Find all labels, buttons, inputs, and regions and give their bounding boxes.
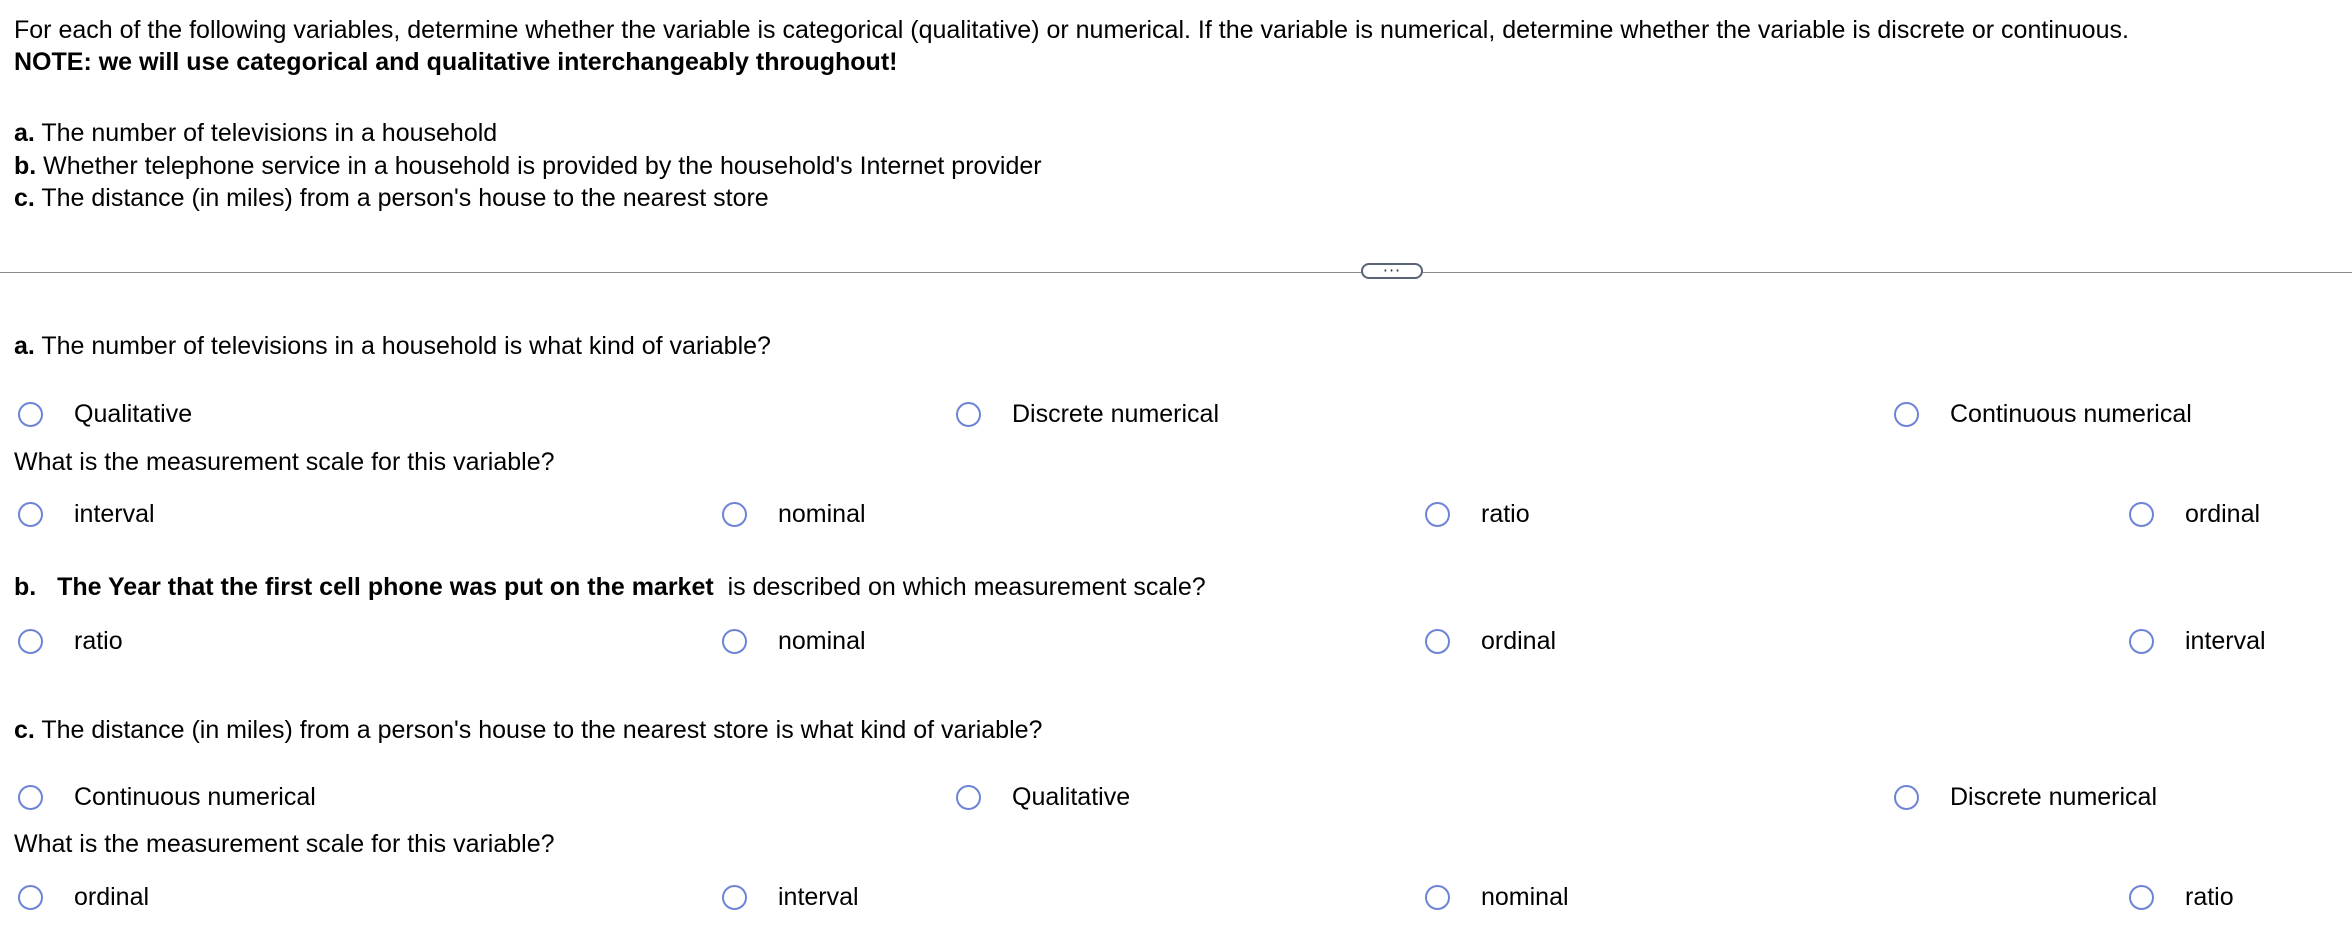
question-text: is described on which measurement scale? [727, 573, 1206, 601]
option-label: interval [2185, 627, 2266, 655]
option-a-qualitative[interactable] [18, 398, 192, 430]
radio-button[interactable] [2129, 502, 2154, 527]
item-text: Whether telephone service in a household is provided by the household's Internet provider [36, 152, 1042, 180]
radio-button[interactable] [956, 402, 981, 427]
question-letter: c. [14, 716, 35, 744]
option-label: ratio [74, 627, 123, 655]
option-label: Continuous numerical [1950, 400, 2192, 428]
option-label: Qualitative [1012, 783, 1131, 811]
question-text: The number of televisions in a household is what kind of variable? [34, 332, 771, 360]
option-label: Continuous numerical [74, 783, 316, 811]
radio-button[interactable] [722, 629, 747, 654]
variable-item-c [14, 182, 769, 214]
question-subject: The Year that the first cell phone was put on the market [57, 573, 714, 601]
option-a-scale-ordinal[interactable] [2129, 498, 2260, 530]
radio-button[interactable] [18, 629, 43, 654]
question-letter: a. [14, 332, 35, 360]
option-b-scale-interval[interactable] [2129, 625, 2266, 657]
option-c-continuous-numerical[interactable] [18, 781, 316, 813]
option-c-discrete-numerical[interactable] [1894, 781, 2157, 813]
instructions-text: For each of the following variables, determine whether the variable is categorical (qualitative) or numerical. If the variable is numerical, determine whether the variable is discrete or continuous. [14, 16, 2129, 44]
radio-button[interactable] [1425, 629, 1450, 654]
option-a-scale-ratio[interactable] [1425, 498, 1530, 530]
option-b-scale-ratio[interactable] [18, 625, 123, 657]
radio-button[interactable] [722, 502, 747, 527]
option-a-discrete-numerical[interactable] [956, 398, 1219, 430]
option-c-scale-ratio[interactable] [2129, 881, 2234, 913]
option-b-scale-ordinal[interactable] [1425, 625, 1556, 657]
item-text: The number of televisions in a household [34, 119, 498, 147]
variable-item-a [14, 117, 497, 149]
radio-button[interactable] [2129, 629, 2154, 654]
radio-button[interactable] [18, 785, 43, 810]
option-a-scale-nominal[interactable] [722, 498, 866, 530]
item-letter: c. [14, 184, 35, 212]
item-text: The distance (in miles) from a person's house to the nearest store [34, 184, 769, 212]
option-label: Discrete numerical [1012, 400, 1220, 428]
radio-button[interactable] [722, 885, 747, 910]
option-label: ratio [2185, 883, 2234, 911]
option-label: nominal [778, 627, 866, 655]
item-letter: a. [14, 119, 35, 147]
scale-question-c: What is the measurement scale for this variable? [14, 830, 555, 858]
question-a [14, 330, 771, 362]
option-label: ordinal [1481, 627, 1557, 655]
option-label: ratio [1481, 500, 1530, 528]
radio-button[interactable] [18, 402, 43, 427]
radio-button[interactable] [18, 502, 43, 527]
option-a-scale-interval[interactable] [18, 498, 155, 530]
question-letter: b. [14, 573, 37, 601]
radio-button[interactable] [1425, 502, 1450, 527]
radio-button[interactable] [1894, 785, 1919, 810]
radio-button[interactable] [18, 885, 43, 910]
radio-button[interactable] [2129, 885, 2154, 910]
option-label: interval [74, 500, 155, 528]
option-a-continuous-numerical[interactable] [1894, 398, 2192, 430]
option-label: nominal [1481, 883, 1569, 911]
option-label: Discrete numerical [1950, 783, 2158, 811]
option-b-scale-nominal[interactable] [722, 625, 866, 657]
note-text: NOTE: we will use categorical and qualitative interchangeably throughout! [14, 48, 898, 76]
option-label: ordinal [74, 883, 150, 911]
option-label: ordinal [2185, 500, 2261, 528]
radio-button[interactable] [1894, 402, 1919, 427]
option-c-scale-nominal[interactable] [1425, 881, 1569, 913]
question-text: The distance (in miles) from a person's house to the nearest store is what kind of variable? [34, 716, 1043, 744]
option-c-qualitative[interactable] [956, 781, 1130, 813]
question-c [14, 714, 1042, 746]
radio-button[interactable] [1425, 885, 1450, 910]
option-label: interval [778, 883, 859, 911]
option-label: nominal [778, 500, 866, 528]
option-c-scale-interval[interactable] [722, 881, 859, 913]
radio-button[interactable] [956, 785, 981, 810]
question-b [14, 571, 1206, 603]
expand-button[interactable]: ··· [1361, 263, 1423, 279]
section-divider [0, 272, 2352, 273]
option-c-scale-ordinal[interactable] [18, 881, 149, 913]
scale-question-a: What is the measurement scale for this variable? [14, 448, 555, 476]
variable-item-b [14, 150, 1042, 182]
item-letter: b. [14, 152, 37, 180]
option-label: Qualitative [74, 400, 193, 428]
